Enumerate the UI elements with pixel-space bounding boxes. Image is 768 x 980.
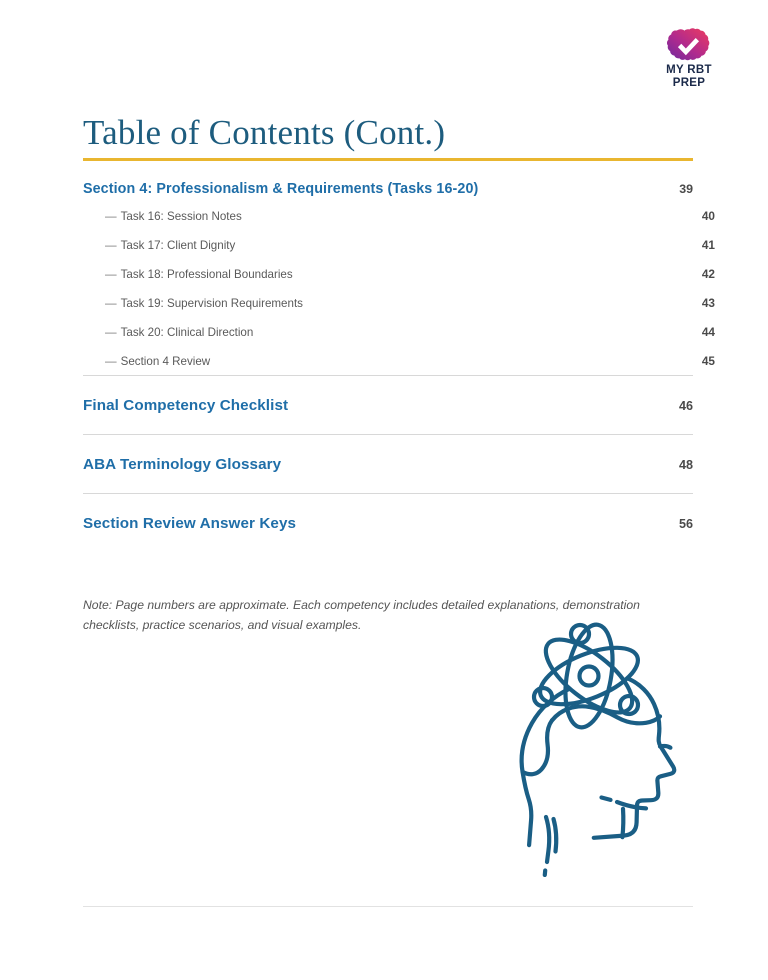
em-dash-icon: —: [105, 238, 117, 252]
toc-major-entry-row[interactable]: [83, 376, 693, 434]
toc-subitem-text: Task 18: Professional Boundaries: [120, 267, 293, 281]
toc-subitem-row[interactable]: [83, 288, 715, 317]
toc-subitem-page-number: 43: [701, 295, 715, 310]
toc-subitem-row[interactable]: [83, 259, 715, 288]
toc-subitem-label: [105, 210, 242, 223]
toc-section-header-row[interactable]: [83, 178, 693, 201]
toc-major-entry-label: ABA Terminology Glossary: [83, 456, 282, 473]
em-dash-icon: —: [105, 267, 117, 281]
footnote-text: Note: Page numbers are approximate. Each competency includes detailed explanations, demonstration checklists, practice scenarios, and visual examples.: [83, 598, 640, 633]
toc-major-entry-row[interactable]: [83, 435, 693, 493]
table-of-contents: [83, 178, 715, 552]
brand-logo: [646, 28, 732, 89]
toc-subitem-page-number: 45: [701, 353, 715, 368]
toc-subitem-row[interactable]: [83, 201, 715, 230]
em-dash-icon: —: [105, 209, 117, 223]
title-underline-rule: [83, 158, 693, 161]
toc-subitem-text: Task 19: Supervision Requirements: [120, 296, 303, 310]
toc-major-entry-row[interactable]: [83, 494, 693, 552]
page-title-block: [83, 112, 693, 161]
toc-subitem-label: [105, 326, 253, 339]
toc-major-entry-page-number: 46: [678, 399, 693, 413]
brand-wordmark-line1: MY RBT: [666, 64, 712, 76]
toc-subitem-text: Task 17: Client Dignity: [120, 238, 236, 252]
em-dash-icon: —: [105, 354, 117, 368]
toc-section-label: Section 4: Professionalism & Requirements (Tasks 16-20): [83, 181, 479, 197]
toc-subitem-text: Task 20: Clinical Direction: [120, 325, 254, 339]
toc-subitem-page-number: 42: [701, 266, 715, 281]
toc-subitem-row[interactable]: [83, 317, 715, 346]
toc-major-entry-label: Section Review Answer Keys: [83, 515, 297, 532]
brand-wordmark: [646, 64, 732, 89]
em-dash-icon: —: [105, 296, 117, 310]
footer-divider: [83, 906, 693, 907]
toc-subitem-row[interactable]: [83, 346, 715, 375]
toc-subitem-text: Task 16: Session Notes: [120, 209, 242, 223]
head-profile-with-atom-brain-icon: [505, 622, 705, 877]
brand-wordmark-line2: PREP: [672, 76, 706, 89]
toc-subitem-row[interactable]: [83, 230, 715, 259]
toc-subitem-page-number: 44: [701, 324, 715, 339]
page-title: Table of Contents (Cont.): [83, 113, 446, 152]
toc-major-entry-label: Final Competency Checklist: [83, 397, 289, 414]
toc-subitem-label: [105, 297, 303, 310]
brain-heart-check-logo-icon: [667, 28, 711, 62]
toc-subitem-list: [83, 201, 715, 375]
toc-major-entry-page-number: 48: [678, 458, 693, 472]
toc-subitem-page-number: 40: [701, 208, 715, 223]
em-dash-icon: —: [105, 325, 117, 339]
toc-section-page-number: 39: [679, 182, 693, 196]
toc-subitem-label: [105, 355, 210, 368]
toc-major-entry-page-number: 56: [678, 517, 693, 531]
toc-subitem-text: Section 4 Review: [120, 354, 211, 368]
toc-subitem-label: [105, 239, 235, 252]
toc-subitem-page-number: 41: [701, 237, 715, 252]
toc-subitem-label: [105, 268, 293, 281]
